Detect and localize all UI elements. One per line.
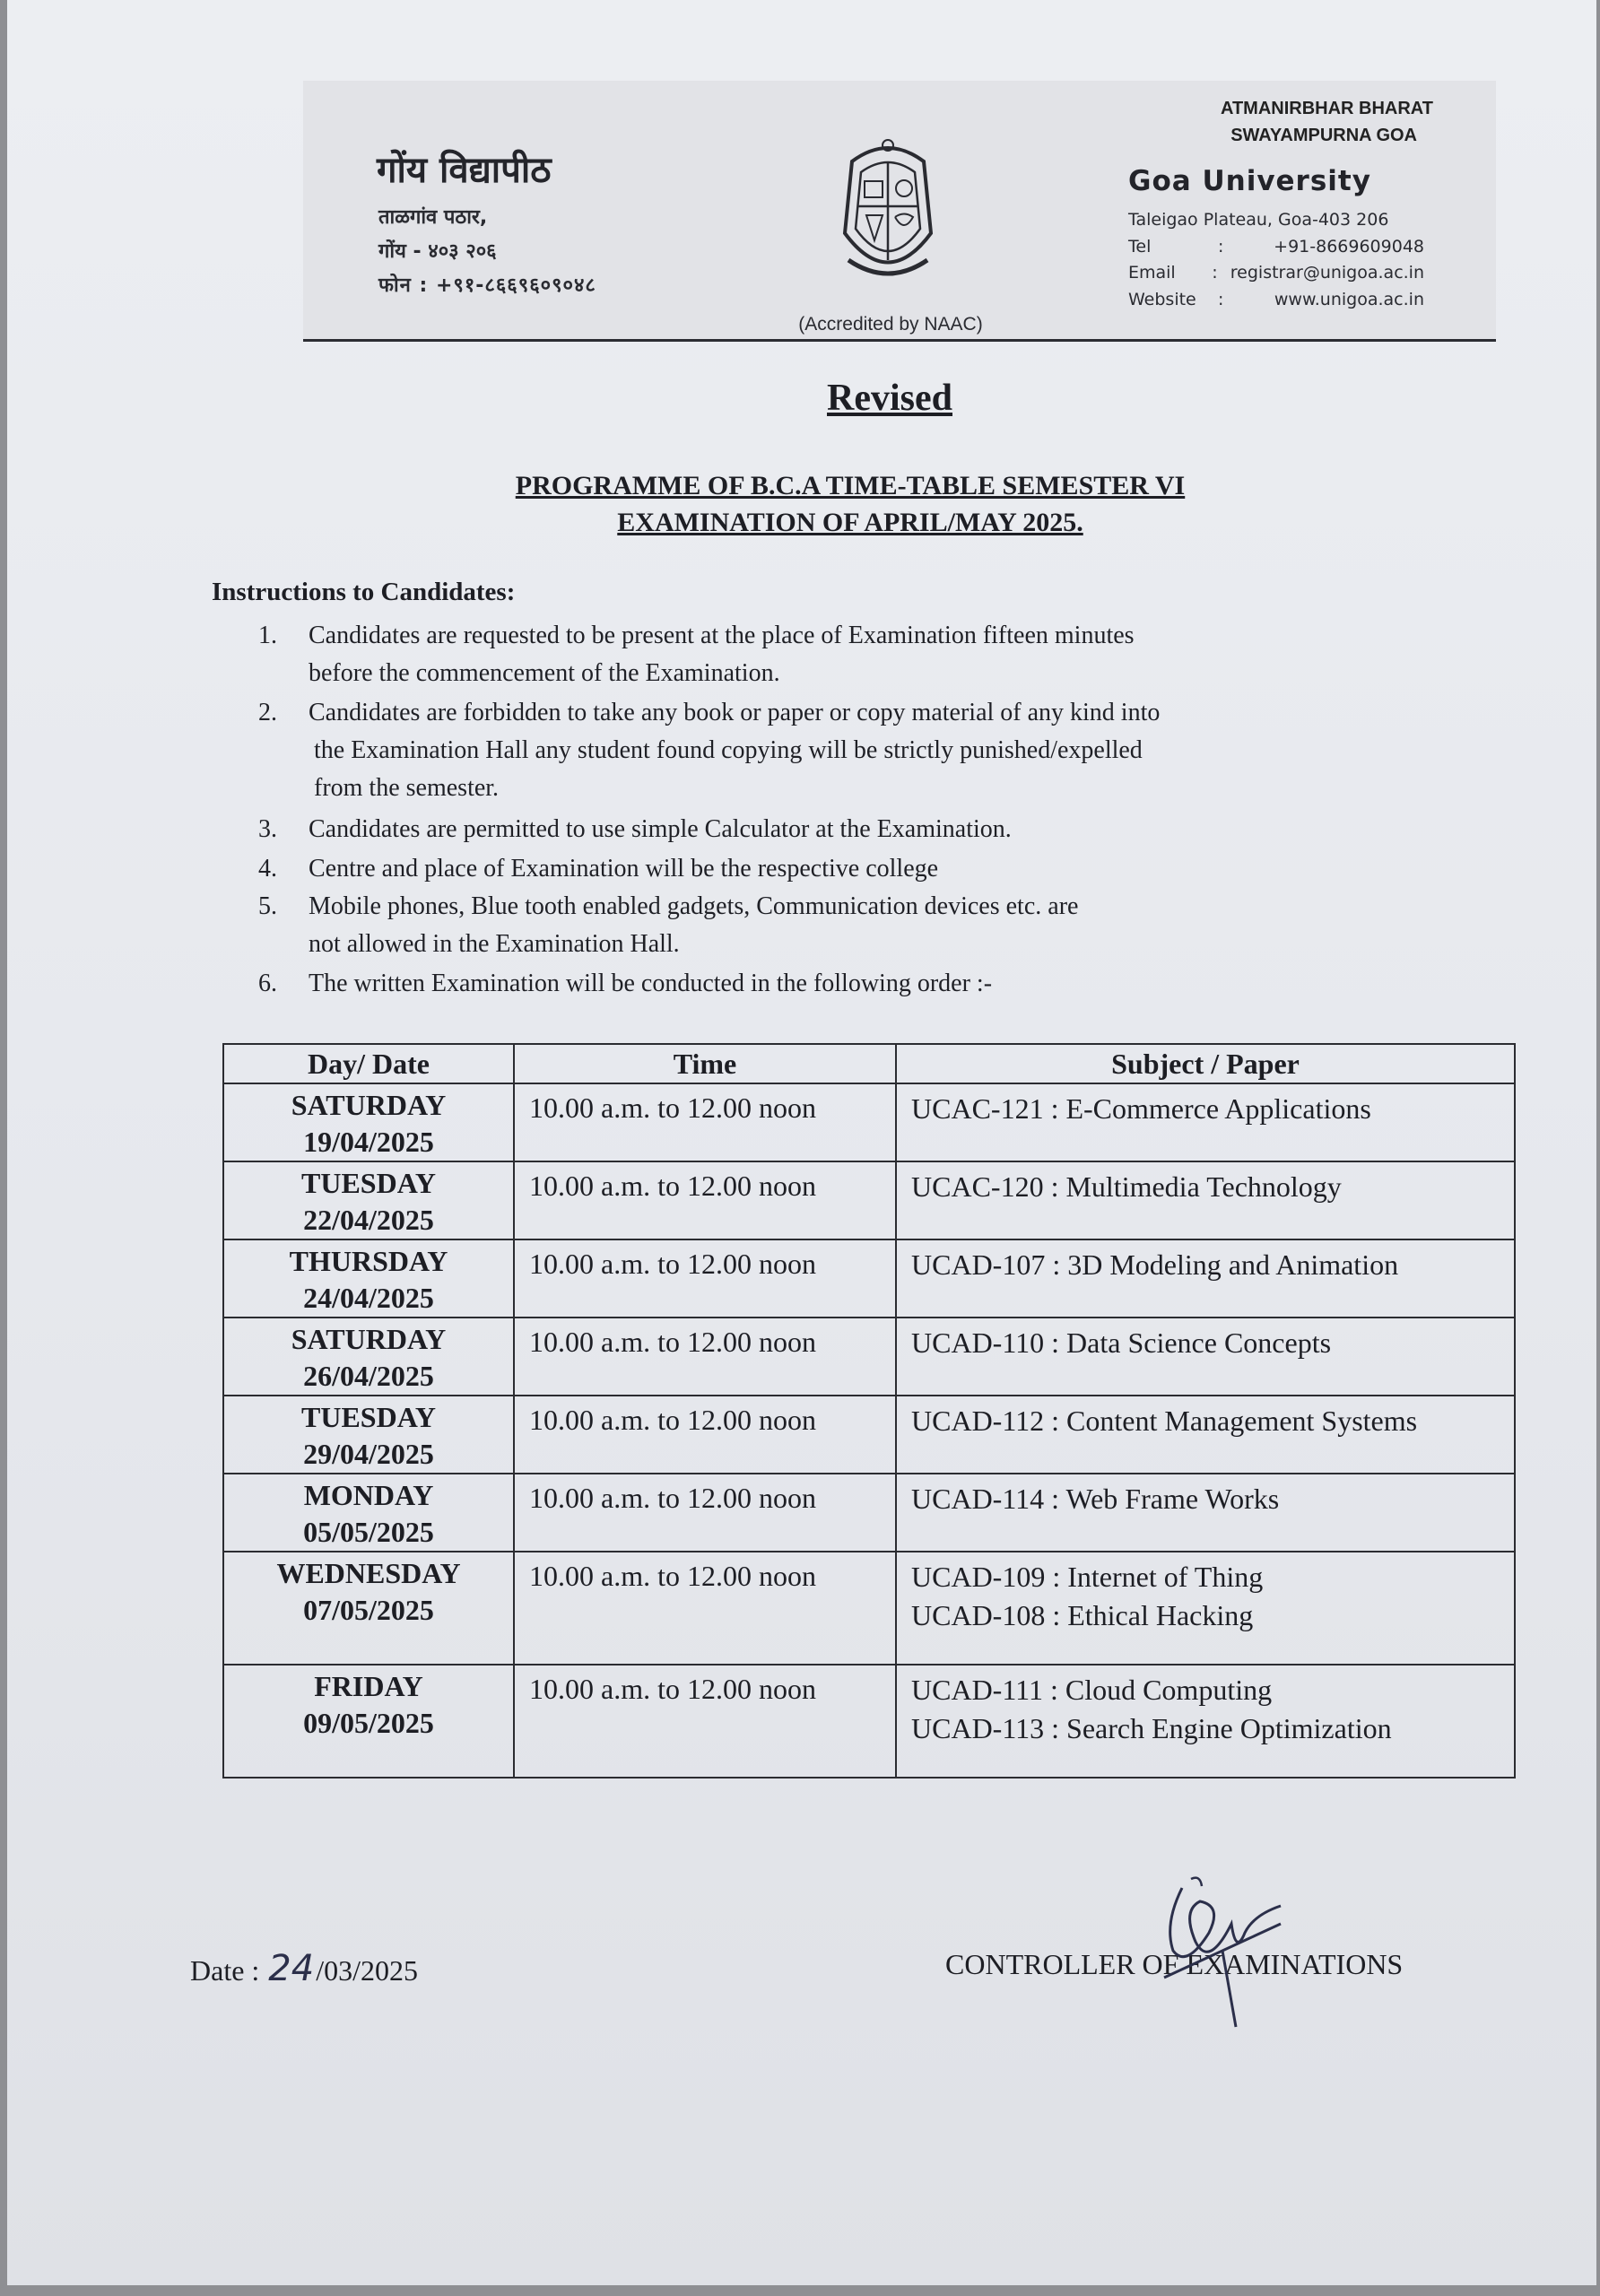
header-time: Time — [514, 1044, 896, 1083]
day-date-cell — [223, 1396, 514, 1474]
subject-paper: UCAC-121 : E-Commerce Applications — [911, 1092, 1371, 1125]
day-date-cell — [223, 1161, 514, 1239]
exam-date: 07/05/2025 — [303, 1594, 434, 1626]
table-row — [223, 1083, 1515, 1161]
time-cell: 10.00 a.m. to 12.00 noon — [514, 1083, 896, 1161]
instruction-line: Candidates are permitted to use simple Calculator at the Examination. — [309, 815, 1012, 843]
timetable-header-row — [223, 1044, 1515, 1083]
subject-paper: UCAD-110 : Data Science Concepts — [911, 1326, 1332, 1359]
header-day-date: Day/ Date — [223, 1044, 514, 1083]
subject-cell — [896, 1161, 1515, 1239]
letterhead-divider — [303, 339, 1496, 342]
accreditation-note: (Accredited by NAAC) — [798, 314, 983, 335]
table-row — [223, 1318, 1515, 1396]
instruction-line: The written Examination will be conducted in the following order :- — [309, 970, 993, 997]
phone-local: फोन : +९१-८६६९६०९०४८ — [378, 274, 596, 297]
day-date-cell — [223, 1552, 514, 1665]
day-name: SATURDAY — [291, 1089, 447, 1121]
subject-cell — [896, 1396, 1515, 1474]
instruction-line: Candidates are requested to be present at the place of Examination fifteen minutes — [309, 622, 1135, 649]
subject-paper: UCAD-112 : Content Management Systems — [911, 1405, 1418, 1437]
contact-tel — [1128, 237, 1424, 257]
exam-date: 24/04/2025 — [303, 1282, 434, 1314]
table-row — [223, 1552, 1515, 1665]
table-row — [223, 1239, 1515, 1318]
university-name: Goa University — [1128, 165, 1371, 197]
day-name: SATURDAY — [291, 1323, 447, 1355]
subject-cell — [896, 1474, 1515, 1552]
exam-date: 29/04/2025 — [303, 1438, 434, 1470]
header-subject: Subject / Paper — [896, 1044, 1515, 1083]
day-date-cell — [223, 1474, 514, 1552]
instructions-heading: Instructions to Candidates: — [212, 578, 516, 606]
time-cell: 10.00 a.m. to 12.00 noon — [514, 1318, 896, 1396]
exam-timetable — [222, 1043, 1516, 1779]
day-date-cell — [223, 1665, 514, 1778]
instruction-line: not allowed in the Examination Hall. — [309, 930, 680, 958]
address-value: Taleigao Plateau, Goa-403 206 — [1128, 210, 1389, 230]
table-row — [223, 1396, 1515, 1474]
subject-cell — [896, 1552, 1515, 1665]
day-name: TUESDAY — [301, 1167, 436, 1199]
email-label: Email — [1128, 263, 1176, 283]
day-name: TUESDAY — [301, 1401, 436, 1433]
instruction-line: from the semester. — [314, 774, 500, 802]
instruction-number: 2. — [258, 699, 277, 726]
time-cell: 10.00 a.m. to 12.00 noon — [514, 1552, 896, 1665]
day-name: WEDNESDAY — [276, 1557, 461, 1589]
slogan-line-1: ATMANIRBHAR BHARAT — [1220, 99, 1433, 118]
address-local-line-1: ताळगांव पठार, — [378, 206, 488, 229]
subject-paper: UCAD-114 : Web Frame Works — [911, 1483, 1280, 1515]
instruction-number: 5. — [258, 892, 277, 920]
tel-label: Tel — [1128, 237, 1152, 257]
email-separator: : — [1212, 263, 1218, 283]
subject-cell — [896, 1083, 1515, 1161]
contact-website — [1128, 290, 1424, 309]
subject-paper: UCAC-120 : Multimedia Technology — [911, 1170, 1342, 1203]
subject-paper: UCAD-113 : Search Engine Optimization — [911, 1712, 1392, 1744]
date-label: Date : — [190, 1954, 267, 1987]
university-seal-icon — [825, 126, 951, 296]
time-cell: 10.00 a.m. to 12.00 noon — [514, 1239, 896, 1318]
time-cell: 10.00 a.m. to 12.00 noon — [514, 1665, 896, 1778]
instruction-number: 1. — [258, 622, 277, 649]
day-name: MONDAY — [303, 1479, 434, 1511]
table-row — [223, 1474, 1515, 1552]
slogan-line-2: SWAYAMPURNA GOA — [1230, 126, 1417, 145]
document-title-line-2: EXAMINATION OF APRIL/MAY 2025. — [617, 508, 1083, 537]
subject-paper: UCAD-108 : Ethical Hacking — [911, 1599, 1254, 1631]
website-value: www.unigoa.ac.in — [1274, 290, 1424, 309]
instruction-number: 6. — [258, 970, 277, 997]
website-label: Website — [1128, 290, 1196, 309]
subject-paper: UCAD-107 : 3D Modeling and Animation — [911, 1248, 1399, 1281]
time-cell: 10.00 a.m. to 12.00 noon — [514, 1161, 896, 1239]
tel-separator: : — [1218, 237, 1224, 257]
instruction-number: 4. — [258, 855, 277, 883]
signatory-title: CONTROLLER OF EXAMINATIONS — [945, 1948, 1404, 1980]
issue-date — [190, 1948, 418, 1989]
signature-icon — [1146, 1870, 1290, 2031]
instruction-number: 3. — [258, 815, 277, 843]
subject-cell — [896, 1239, 1515, 1318]
day-date-cell — [223, 1083, 514, 1161]
time-cell: 10.00 a.m. to 12.00 noon — [514, 1474, 896, 1552]
exam-date: 26/04/2025 — [303, 1360, 434, 1392]
address-local-line-2: गोंय - ४०३ २०६ — [378, 240, 497, 263]
date-handwritten-day: 24 — [268, 1948, 315, 1989]
day-date-cell — [223, 1318, 514, 1396]
subject-paper: UCAD-109 : Internet of Thing — [911, 1561, 1264, 1593]
instruction-line: Centre and place of Examination will be the respective college — [309, 855, 939, 883]
tel-value: +91-8669609048 — [1274, 237, 1424, 257]
date-rest: /03/2025 — [316, 1954, 418, 1987]
document-title-line-1: PROGRAMME OF B.C.A TIME-TABLE SEMESTER VI — [515, 471, 1186, 500]
day-name: FRIDAY — [314, 1670, 423, 1702]
website-separator: : — [1218, 290, 1224, 309]
instruction-line: Candidates are forbidden to take any book or paper or copy material of any kind into — [309, 699, 1161, 726]
document-sheet — [7, 0, 1596, 2285]
instruction-line: Mobile phones, Blue tooth enabled gadgets, Communication devices etc. are — [309, 892, 1079, 920]
exam-date: 22/04/2025 — [303, 1204, 434, 1236]
table-row — [223, 1161, 1515, 1239]
instruction-line: the Examination Hall any student found copying will be strictly punished/expelled — [314, 736, 1143, 764]
time-cell: 10.00 a.m. to 12.00 noon — [514, 1396, 896, 1474]
university-address — [1128, 210, 1424, 230]
day-name: THURSDAY — [289, 1245, 448, 1277]
subject-cell — [896, 1665, 1515, 1778]
exam-date: 09/05/2025 — [303, 1707, 434, 1739]
subject-cell — [896, 1318, 1515, 1396]
contact-email — [1128, 263, 1424, 283]
table-row — [223, 1665, 1515, 1778]
revised-heading: Revised — [827, 378, 952, 419]
exam-date: 05/05/2025 — [303, 1516, 434, 1548]
instruction-line: before the commencement of the Examination. — [309, 659, 780, 687]
university-name-local: गोंय विद्यापीठ — [377, 150, 552, 191]
exam-date: 19/04/2025 — [303, 1126, 434, 1158]
day-date-cell — [223, 1239, 514, 1318]
subject-paper: UCAD-111 : Cloud Computing — [911, 1674, 1273, 1706]
email-value: registrar@unigoa.ac.in — [1230, 263, 1424, 283]
